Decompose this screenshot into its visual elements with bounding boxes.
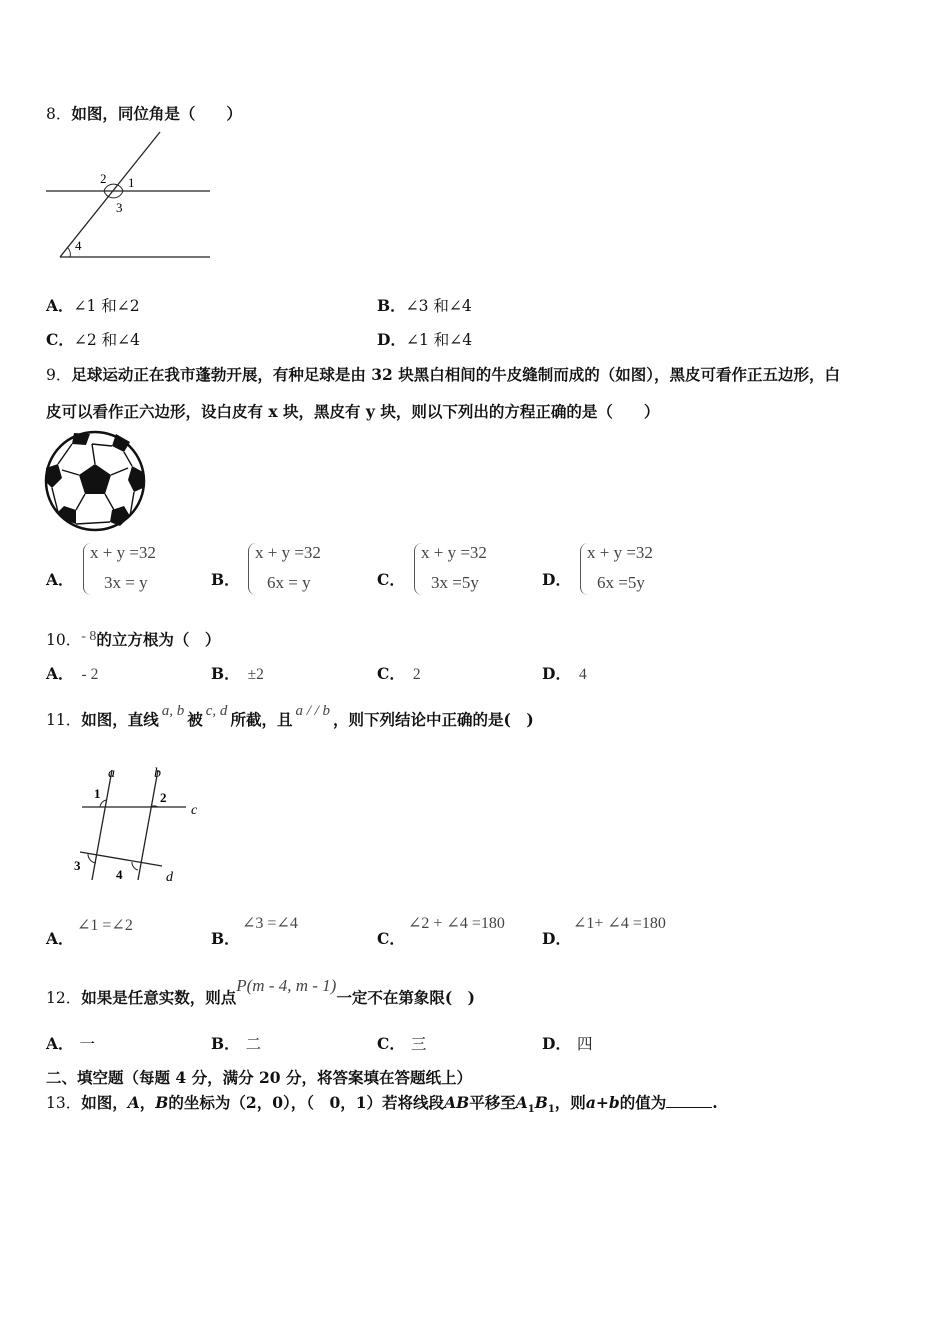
option-text: 三	[410, 1035, 427, 1053]
option-letter: D．	[542, 664, 571, 683]
q13-period: .	[712, 1093, 718, 1112]
q13-number: 13．	[46, 1094, 82, 1112]
option-letter: D．	[542, 929, 571, 948]
equation-2: 6x = y	[267, 573, 311, 592]
q9-option-d-system	[587, 538, 653, 598]
q11-label-b: b	[154, 766, 161, 781]
q13-stem	[46, 1091, 718, 1115]
q11-number: 11．	[46, 711, 82, 729]
option-letter: A．	[46, 664, 74, 683]
q11-arc-4	[132, 862, 138, 870]
equation-1: x + y =32	[421, 543, 487, 562]
q13-point-a: A	[127, 1093, 140, 1112]
q10-option-c[interactable]	[377, 662, 421, 684]
q9-option-b[interactable]	[211, 568, 240, 590]
option-letter: D．	[377, 330, 406, 349]
option-text: ∠2 和∠4	[73, 331, 140, 349]
q9-option-c-system	[421, 538, 487, 598]
q8-label-3: 3	[116, 200, 123, 215]
q9-stem-line1	[46, 363, 840, 385]
q11-text-d: ，则下列结论中正确的是( )	[333, 710, 534, 729]
option-text: ∠3 和∠4	[405, 297, 472, 315]
q13-comma: ，	[139, 1093, 156, 1112]
option-text: ∠1 和∠4	[405, 331, 473, 349]
option-text: ∠1 和∠2	[73, 297, 140, 315]
q11-label-3: 3	[74, 858, 81, 873]
q11-option-c[interactable]	[377, 927, 405, 949]
q9-option-b-system	[255, 538, 321, 598]
option-letter: C．	[377, 929, 405, 948]
q12-option-a[interactable]	[46, 1032, 95, 1054]
q13-point-b1: B	[534, 1093, 548, 1112]
option-text: 2	[412, 666, 421, 683]
q11-label-d: d	[166, 870, 173, 885]
q8-number: 8．	[46, 105, 72, 123]
equation-1: x + y =32	[255, 543, 321, 562]
q11-line-d	[80, 852, 162, 866]
q9-option-a[interactable]	[46, 568, 74, 590]
option-text: 二	[245, 1035, 262, 1053]
q10-number: 10．	[46, 631, 82, 649]
q9-line1: 足球运动正在我市蓬勃开展，有种足球是由 32 块黑白相间的牛皮缝制而成的（如图），黑皮可看作正五边形，白	[71, 365, 840, 384]
section2-title: 二、填空题（每题 4 分，满分 20 分，将答案填在答题纸上）	[46, 1068, 472, 1087]
option-letter: C．	[377, 1034, 405, 1053]
q8-option-d[interactable]	[377, 328, 472, 350]
option-letter: D．	[542, 1034, 571, 1053]
q10-option-d[interactable]	[542, 662, 587, 684]
q12-text-a: 如果是任意实数，则点	[81, 988, 237, 1007]
option-text: 四	[576, 1035, 593, 1053]
q9-option-d[interactable]	[542, 568, 571, 590]
equation-1: x + y =32	[90, 543, 156, 562]
option-letter: C．	[377, 664, 405, 683]
soccer-ball-figure	[44, 430, 146, 532]
q11-stem	[46, 703, 534, 730]
q13-sub-2: 1	[547, 1104, 555, 1116]
q8-arc-bottom	[104, 191, 123, 198]
equation-1: x + y =32	[587, 543, 653, 562]
q12-stem	[46, 976, 476, 1008]
q13-text-c: 平移至	[469, 1093, 516, 1112]
q11-option-a[interactable]	[46, 927, 74, 949]
option-letter: C．	[377, 570, 405, 589]
q13-a-plus-b: a+b	[585, 1093, 620, 1112]
q11-label-1: 1	[94, 786, 101, 801]
q10-math: - 8	[81, 629, 97, 644]
q11-option-c-math: ∠2 + ∠4 =180	[408, 915, 505, 932]
q13-text-e: 的值为	[619, 1093, 667, 1112]
q11-label-a: a	[108, 766, 115, 781]
q9-number: 9．	[46, 366, 72, 384]
q13-segment-ab: AB	[444, 1093, 470, 1112]
q8-label-2: 2	[100, 171, 107, 186]
q12-text-b: 一定不在第象限( )	[336, 988, 476, 1007]
q12-option-b[interactable]	[211, 1032, 261, 1054]
q8-label-4: 4	[75, 238, 82, 253]
q13-answer-blank[interactable]	[666, 1093, 712, 1108]
option-letter: A．	[46, 1034, 74, 1053]
q11-option-b[interactable]	[211, 927, 240, 949]
option-letter: A．	[46, 296, 74, 315]
q11-text-c: 所截，且	[230, 710, 293, 729]
q12-option-c[interactable]	[377, 1032, 426, 1054]
q10-stem	[46, 628, 220, 650]
option-letter: B．	[377, 296, 406, 315]
q11-math-parallel: a / / b	[295, 703, 331, 719]
q8-text: 如图，同位角是（ ）	[71, 104, 242, 123]
q11-text-b: 被	[187, 710, 203, 729]
q11-label-2: 2	[160, 790, 167, 805]
q13-point-a1: A	[515, 1093, 528, 1112]
q13-text-b: 的坐标为（2，0），（ 0，1）若将线段	[168, 1093, 445, 1112]
q11-option-b-math: ∠3 =∠4	[242, 915, 298, 932]
q10-option-a[interactable]	[46, 662, 98, 684]
q8-option-c[interactable]	[46, 328, 140, 350]
option-text: 4	[578, 666, 587, 683]
q12-math: P(m - 4, m - 1)	[236, 976, 337, 995]
q10-option-b[interactable]	[211, 662, 264, 684]
q11-label-c: c	[191, 803, 198, 818]
q12-number: 12．	[46, 989, 82, 1007]
q13-sub-1: 1	[527, 1104, 535, 1116]
q8-stem	[46, 102, 242, 124]
option-letter: D．	[542, 570, 571, 589]
q11-label-4: 4	[116, 867, 123, 882]
option-letter: A．	[46, 570, 74, 589]
option-letter: B．	[211, 1034, 240, 1053]
q8-option-b[interactable]	[377, 294, 472, 316]
q13-text-d: ，则	[554, 1093, 586, 1112]
q9-option-c[interactable]	[377, 568, 405, 590]
q12-option-d[interactable]	[542, 1032, 592, 1054]
q8-figure	[44, 130, 214, 262]
option-letter: A．	[46, 929, 74, 948]
q11-math-ab: a, b	[161, 703, 185, 719]
q8-label-1: 1	[128, 175, 135, 190]
q11-option-d[interactable]	[542, 927, 571, 949]
option-text: ±2	[247, 666, 264, 683]
option-text: 一	[79, 1035, 96, 1053]
q9-option-a-system	[90, 538, 156, 598]
q11-option-d-math: ∠1+ ∠4 =180	[573, 915, 666, 932]
option-text: - 2	[81, 666, 99, 683]
q13-text-a: 如图，	[81, 1093, 128, 1112]
option-letter: B．	[211, 929, 240, 948]
q11-figure	[70, 764, 210, 892]
option-letter: B．	[211, 570, 240, 589]
q13-point-b: B	[155, 1093, 169, 1112]
q11-text-a: 如图，直线	[81, 710, 159, 729]
option-letter: B．	[211, 664, 240, 683]
q10-text: 的立方根为（ ）	[96, 630, 221, 649]
q8-option-a[interactable]	[46, 294, 140, 316]
equation-2: 6x =5y	[597, 573, 645, 592]
q11-option-a-math: ∠1 =∠2	[77, 917, 133, 934]
q9-stem-line2	[46, 400, 659, 422]
option-letter: C．	[46, 330, 74, 349]
equation-2: 3x =5y	[431, 573, 479, 592]
q11-math-cd: c, d	[205, 703, 228, 719]
q9-line2: 皮可以看作正六边形，设白皮有 x 块，黑皮有 y 块，则以下列出的方程正确的是（ ）	[46, 402, 660, 421]
equation-2: 3x = y	[104, 573, 148, 592]
